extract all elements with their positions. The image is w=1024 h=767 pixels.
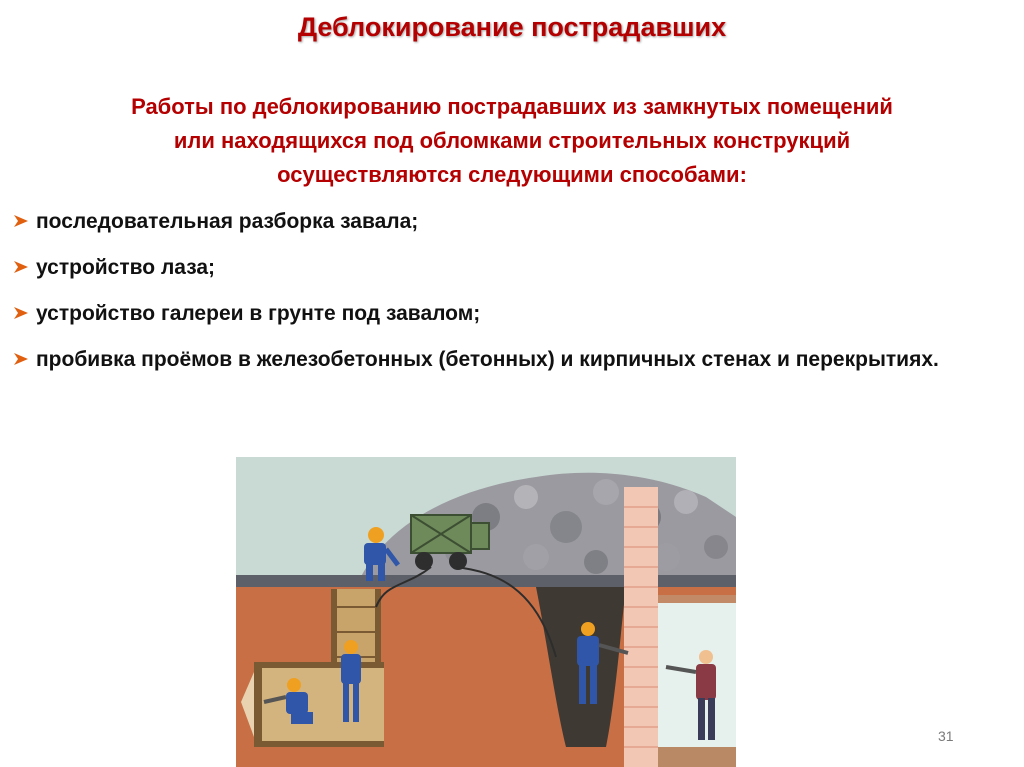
intro-line: осуществляются следующими способами: (277, 162, 747, 187)
list-item-text: последовательная разборка завала; (36, 210, 419, 233)
list-item (14, 343, 1010, 377)
page-number: 31 (938, 728, 954, 744)
arrow-right-icon (14, 353, 28, 365)
list-item-text: устройство галереи в грунте под завалом; (36, 302, 481, 325)
intro-line: Работы по деблокированию пострадавших из замкнутых помещений (131, 94, 893, 119)
gallery (241, 662, 384, 747)
arrow-right-icon (14, 261, 28, 273)
brick-wall (624, 487, 658, 767)
rescue-works-illustration (236, 457, 736, 767)
arrow-right-icon (14, 215, 28, 227)
list-item (14, 205, 1010, 239)
list-item (14, 251, 1010, 285)
intro-line: или находящихся под обломками строительных конструкций (173, 128, 851, 153)
list-item-text: пробивка проёмов в железобетонных (бетонных) и кирпичных стенах и перекрытиях. (36, 348, 939, 371)
arrow-right-icon (14, 307, 28, 319)
ground-surface (236, 575, 736, 589)
intro-paragraph (30, 90, 994, 192)
slide-title: Деблокирование пострадавших (297, 12, 727, 42)
list-item (14, 297, 1010, 331)
methods-list (14, 205, 1010, 389)
list-item-text: устройство лаза; (36, 256, 216, 279)
